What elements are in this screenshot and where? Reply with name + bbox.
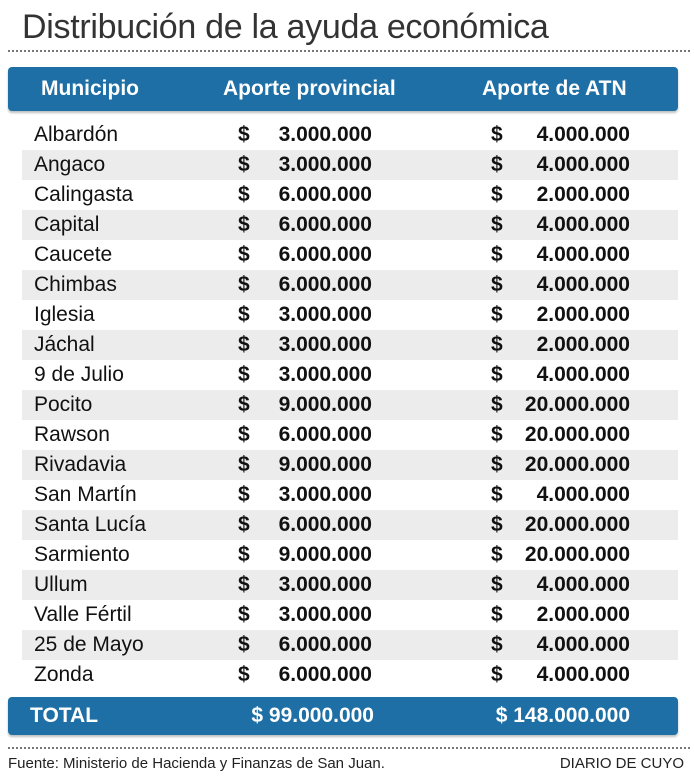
cell-aporte-provincial: 6.000.000 [278,633,372,656]
cell-aporte-provincial: 6.000.000 [278,213,372,236]
cell-currency-provincial: $ [238,513,250,536]
cell-municipio: Iglesia [34,303,95,326]
cell-aporte-atn: 4.000.000 [536,663,630,686]
cell-aporte-provincial: 6.000.000 [278,183,372,206]
cell-currency-provincial: $ [238,423,250,446]
total-row [8,697,678,735]
cell-aporte-provincial: 6.000.000 [278,663,372,686]
publisher-brand: DIARIO DE CUYO [559,755,684,772]
cell-aporte-provincial: 6.000.000 [278,243,372,266]
column-header-aporte-atn: Aporte de ATN [482,77,627,100]
table-row [22,510,678,540]
table-row [22,210,678,240]
cell-currency-provincial: $ [238,153,250,176]
cell-currency-provincial: $ [238,663,250,686]
table-row [22,630,678,660]
cell-aporte-atn: 4.000.000 [536,273,630,296]
cell-aporte-provincial: 3.000.000 [278,303,372,326]
cell-aporte-atn: 4.000.000 [536,633,630,656]
cell-aporte-atn: 4.000.000 [536,213,630,236]
cell-currency-atn: $ [491,243,503,266]
cell-municipio: Rivadavia [34,453,127,476]
column-header-aporte-provincial: Aporte provincial [223,77,396,100]
cell-aporte-provincial: 3.000.000 [278,603,372,626]
cell-currency-atn: $ [491,483,503,506]
title-divider [8,50,690,52]
cell-aporte-atn: 2.000.000 [536,303,630,326]
cell-aporte-atn: 2.000.000 [536,603,630,626]
cell-currency-provincial: $ [238,123,250,146]
cell-currency-atn: $ [491,633,503,656]
cell-municipio: Chimbas [34,273,117,296]
cell-aporte-atn: 4.000.000 [536,573,630,596]
cell-aporte-atn: 4.000.000 [536,123,630,146]
column-header-municipio: Municipio [41,77,139,100]
cell-currency-atn: $ [491,603,503,626]
cell-aporte-provincial: 9.000.000 [278,453,372,476]
cell-aporte-provincial: 9.000.000 [278,543,372,566]
cell-aporte-atn: 2.000.000 [536,183,630,206]
cell-currency-provincial: $ [238,243,250,266]
table-row [22,150,678,180]
cell-currency-provincial: $ [238,603,250,626]
table-row [22,180,678,210]
cell-aporte-provincial: 3.000.000 [278,123,372,146]
cell-currency-provincial: $ [238,333,250,356]
cell-municipio: 9 de Julio [34,363,124,386]
cell-aporte-provincial: 3.000.000 [278,333,372,356]
cell-currency-atn: $ [491,123,503,146]
cell-currency-provincial: $ [238,453,250,476]
cell-currency-atn: $ [491,543,503,566]
cell-aporte-provincial: 6.000.000 [278,513,372,536]
cell-currency-provincial: $ [238,213,250,236]
cell-currency-provincial: $ [238,633,250,656]
cell-aporte-provincial: 3.000.000 [278,363,372,386]
cell-aporte-atn: 2.000.000 [536,333,630,356]
cell-aporte-atn: 4.000.000 [536,153,630,176]
table-row [22,270,678,300]
cell-currency-atn: $ [491,213,503,236]
table-row [22,330,678,360]
cell-currency-atn: $ [491,393,503,416]
cell-aporte-provincial: 6.000.000 [278,423,372,446]
table-body [0,120,694,690]
cell-currency-provincial: $ [238,483,250,506]
table-row [22,390,678,420]
cell-aporte-atn: 20.000.000 [524,393,630,416]
page-title: Distribución de la ayuda económica [22,8,549,46]
cell-municipio: Angaco [34,153,106,176]
cell-municipio: 25 de Mayo [34,633,144,656]
source-note: Fuente: Ministerio de Hacienda y Finanzas de San Juan. [8,755,385,772]
cell-municipio: Zonda [34,663,94,686]
table-row [22,120,678,150]
total-atn: $ 148.000.000 [495,704,630,727]
cell-municipio: Valle Fértil [34,603,132,626]
cell-currency-provincial: $ [238,573,250,596]
cell-currency-provincial: $ [238,393,250,416]
cell-municipio: Albardón [34,123,119,146]
cell-aporte-provincial: 9.000.000 [278,393,372,416]
table-row [22,570,678,600]
footer-divider [8,747,690,749]
cell-currency-atn: $ [491,513,503,536]
cell-aporte-atn: 4.000.000 [536,363,630,386]
cell-aporte-provincial: 3.000.000 [278,483,372,506]
cell-municipio: Pocito [34,393,93,416]
cell-currency-atn: $ [491,573,503,596]
cell-aporte-provincial: 3.000.000 [278,573,372,596]
table-row [22,300,678,330]
cell-municipio: Rawson [34,423,110,446]
cell-currency-atn: $ [491,423,503,446]
cell-currency-atn: $ [491,303,503,326]
table-row [22,240,678,270]
cell-municipio: Sarmiento [34,543,130,566]
cell-aporte-atn: 20.000.000 [524,453,630,476]
cell-municipio: Capital [34,213,100,236]
table-row [22,360,678,390]
cell-municipio: Calingasta [34,183,134,206]
table-row [22,450,678,480]
cell-aporte-atn: 4.000.000 [536,483,630,506]
table-row [22,420,678,450]
cell-currency-atn: $ [491,153,503,176]
table-row [22,480,678,510]
cell-aporte-atn: 20.000.000 [524,423,630,446]
cell-currency-provincial: $ [238,273,250,296]
cell-currency-atn: $ [491,273,503,296]
cell-municipio: Caucete [34,243,113,266]
cell-aporte-provincial: 6.000.000 [278,273,372,296]
cell-currency-provincial: $ [238,363,250,386]
total-provincial: $ 99.000.000 [251,704,374,727]
table-header [8,67,678,111]
table-row [22,540,678,570]
cell-currency-provincial: $ [238,543,250,566]
cell-currency-atn: $ [491,363,503,386]
table-row [22,600,678,630]
cell-municipio: Santa Lucía [34,513,147,536]
cell-currency-atn: $ [491,663,503,686]
cell-aporte-provincial: 3.000.000 [278,153,372,176]
cell-currency-provincial: $ [238,183,250,206]
cell-aporte-atn: 20.000.000 [524,543,630,566]
table-row [22,660,678,690]
cell-currency-atn: $ [491,333,503,356]
cell-aporte-atn: 20.000.000 [524,513,630,536]
cell-aporte-atn: 4.000.000 [536,243,630,266]
cell-currency-provincial: $ [238,303,250,326]
cell-municipio: San Martín [34,483,137,506]
cell-municipio: Ullum [34,573,88,596]
cell-currency-atn: $ [491,453,503,476]
cell-currency-atn: $ [491,183,503,206]
cell-municipio: Jáchal [34,333,95,356]
total-label: TOTAL [30,704,99,727]
